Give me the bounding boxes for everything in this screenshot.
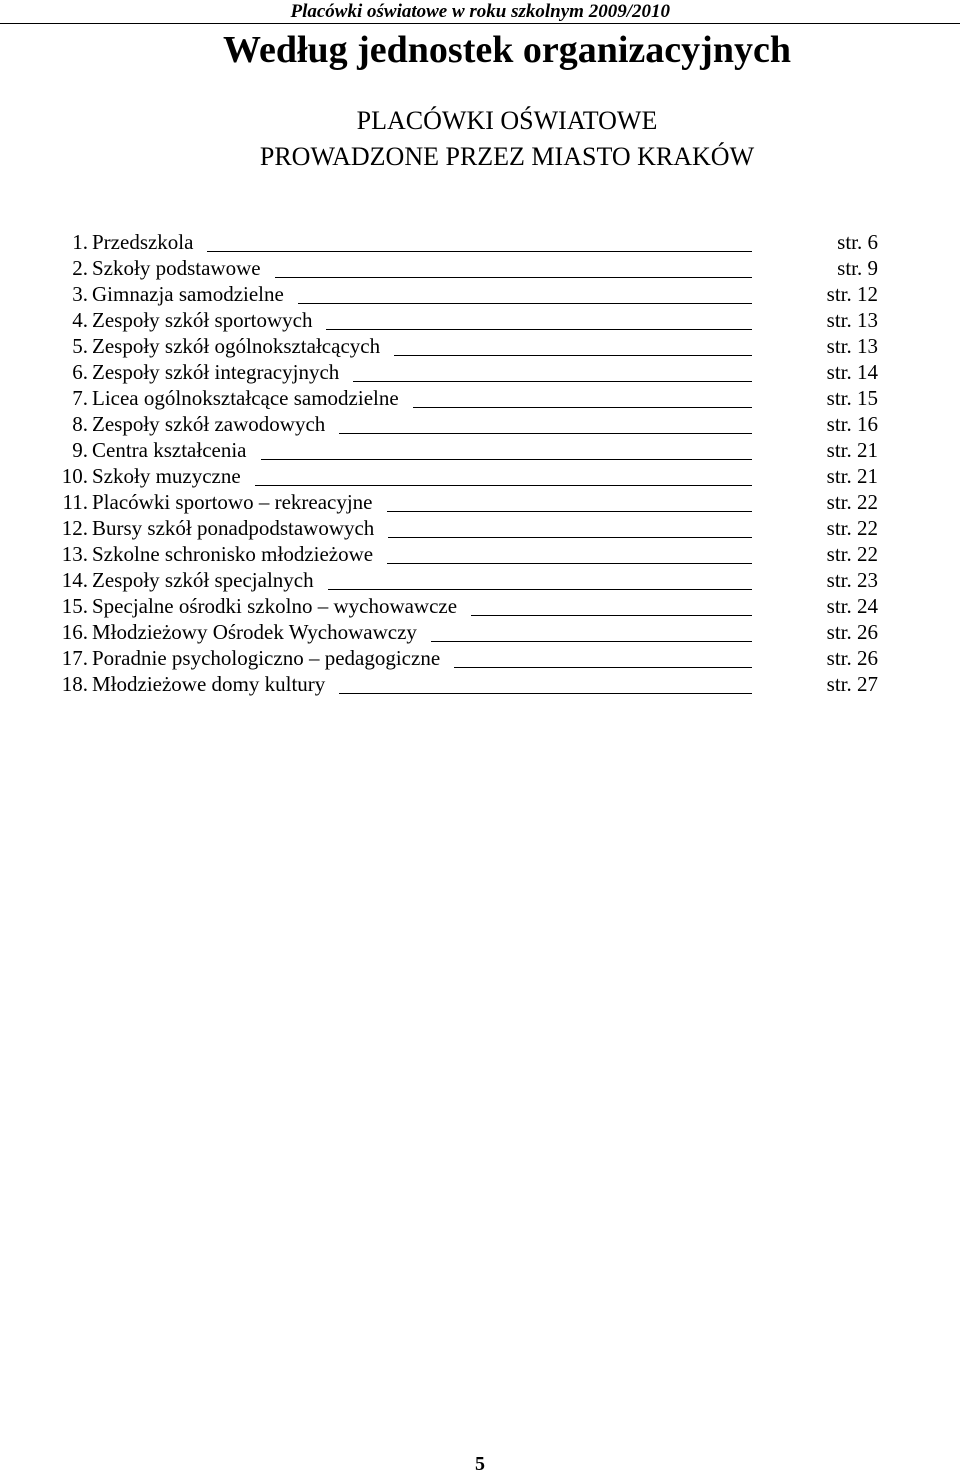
toc-item	[0, 333, 960, 359]
toc-leader-line	[261, 459, 752, 460]
toc-item-number: 2.	[72, 256, 88, 280]
toc-item-label: Centra kształcenia	[92, 438, 247, 462]
toc-item-number: 11.	[62, 490, 88, 514]
toc-item	[0, 359, 960, 385]
toc-item-number: 10.	[61, 464, 88, 488]
toc-item-number: 18.	[61, 672, 88, 696]
toc-item	[0, 255, 960, 281]
toc-item-label: Młodzieżowe domy kultury	[92, 672, 326, 696]
toc-leader-line	[394, 355, 752, 356]
page-number: 5	[475, 1453, 485, 1475]
running-header	[0, 0, 960, 24]
toc-leader-line	[339, 693, 752, 694]
toc-leader-line	[387, 563, 752, 564]
toc-item-page: str. 13	[826, 334, 878, 358]
toc-item-label: Zespoły szkół ogólnokształcących	[92, 334, 381, 358]
toc-item	[0, 229, 960, 255]
toc-item-page: str. 16	[826, 412, 878, 436]
toc-item-number: 3.	[72, 282, 88, 306]
toc-leader-line	[388, 537, 752, 538]
toc-item-number: 7.	[72, 386, 88, 410]
toc-item-label: Zespoły szkół sportowych	[92, 308, 313, 332]
toc-item-label: Licea ogólnokształcące samodzielne	[92, 386, 399, 410]
toc-item-page: str. 22	[826, 542, 878, 566]
subtitle-line-1: PLACÓWKI OŚWIATOWE	[356, 106, 658, 135]
toc-item-number: 13.	[61, 542, 88, 566]
toc-item-number: 9.	[72, 438, 88, 462]
toc-item-number: 6.	[72, 360, 88, 384]
toc-item-label: Przedszkola	[92, 230, 194, 254]
toc-item-page: str. 21	[826, 438, 878, 462]
toc-item-page: str. 6	[837, 230, 878, 254]
toc-item	[0, 281, 960, 307]
table-of-contents	[0, 229, 960, 697]
toc-item	[0, 307, 960, 333]
toc-item-number: 4.	[72, 308, 88, 332]
toc-item-page: str. 15	[826, 386, 878, 410]
toc-item-number: 5.	[72, 334, 88, 358]
toc-item-label: Poradnie psychologiczno – pedagogiczne	[92, 646, 441, 670]
toc-item-page: str. 14	[826, 360, 878, 384]
toc-item	[0, 541, 960, 567]
toc-item	[0, 645, 960, 671]
toc-item-label: Młodzieżowy Ośrodek Wychowawczy	[92, 620, 417, 644]
toc-leader-line	[255, 485, 752, 486]
subtitle-line-2: PROWADZONE PRZEZ MIASTO KRAKÓW	[259, 142, 755, 171]
toc-item-label: Placówki sportowo – rekreacyjne	[92, 490, 373, 514]
toc-leader-line	[471, 615, 752, 616]
toc-item-label: Zespoły szkół zawodowych	[92, 412, 326, 436]
toc-item	[0, 489, 960, 515]
toc-item-number: 17.	[61, 646, 88, 670]
toc-item-label: Zespoły szkół integracyjnych	[92, 360, 340, 384]
toc-item-number: 1.	[72, 230, 88, 254]
toc-item	[0, 619, 960, 645]
toc-leader-line	[275, 277, 752, 278]
toc-item	[0, 411, 960, 437]
toc-leader-line	[207, 251, 752, 252]
toc-item-page: str. 22	[826, 516, 878, 540]
toc-item-label: Szkoły muzyczne	[92, 464, 241, 488]
toc-item-page: str. 13	[826, 308, 878, 332]
toc-item	[0, 515, 960, 541]
toc-leader-line	[454, 667, 752, 668]
toc-item-number: 12.	[61, 516, 88, 540]
toc-item-label: Szkoły podstawowe	[92, 256, 261, 280]
toc-item-label: Specjalne ośrodki szkolno – wychowawcze	[92, 594, 458, 618]
toc-leader-line	[387, 511, 752, 512]
toc-item	[0, 671, 960, 697]
toc-item-page: str. 12	[826, 282, 878, 306]
toc-leader-line	[353, 381, 752, 382]
toc-item-label: Szkolne schronisko młodzieżowe	[92, 542, 374, 566]
running-header-title: Placówki oświatowe w roku szkolnym 2009/2010	[290, 1, 670, 22]
toc-item	[0, 385, 960, 411]
toc-item-number: 15.	[61, 594, 88, 618]
toc-leader-line	[339, 433, 752, 434]
toc-item-number: 16.	[61, 620, 88, 644]
toc-item-number: 14.	[61, 568, 88, 592]
toc-item-page: str. 27	[826, 672, 878, 696]
toc-leader-line	[413, 407, 752, 408]
toc-leader-line	[328, 589, 752, 590]
section-title: Według jednostek organizacyjnych	[223, 29, 791, 71]
toc-item-page: str. 9	[837, 256, 878, 280]
toc-item-label: Gimnazja samodzielne	[92, 282, 284, 306]
toc-item-page: str. 22	[826, 490, 878, 514]
toc-item-page: str. 21	[826, 464, 878, 488]
toc-item-page: str. 26	[826, 646, 878, 670]
toc-item-number: 8.	[72, 412, 88, 436]
toc-item-page: str. 26	[826, 620, 878, 644]
toc-leader-line	[326, 329, 752, 330]
toc-leader-line	[431, 641, 752, 642]
toc-leader-line	[298, 303, 752, 304]
toc-item	[0, 463, 960, 489]
toc-item-label: Zespoły szkół specjalnych	[92, 568, 314, 592]
toc-item	[0, 567, 960, 593]
toc-item-label: Bursy szkół ponadpodstawowych	[92, 516, 375, 540]
toc-item-page: str. 24	[826, 594, 878, 618]
toc-item-page: str. 23	[826, 568, 878, 592]
toc-item	[0, 593, 960, 619]
toc-item	[0, 437, 960, 463]
